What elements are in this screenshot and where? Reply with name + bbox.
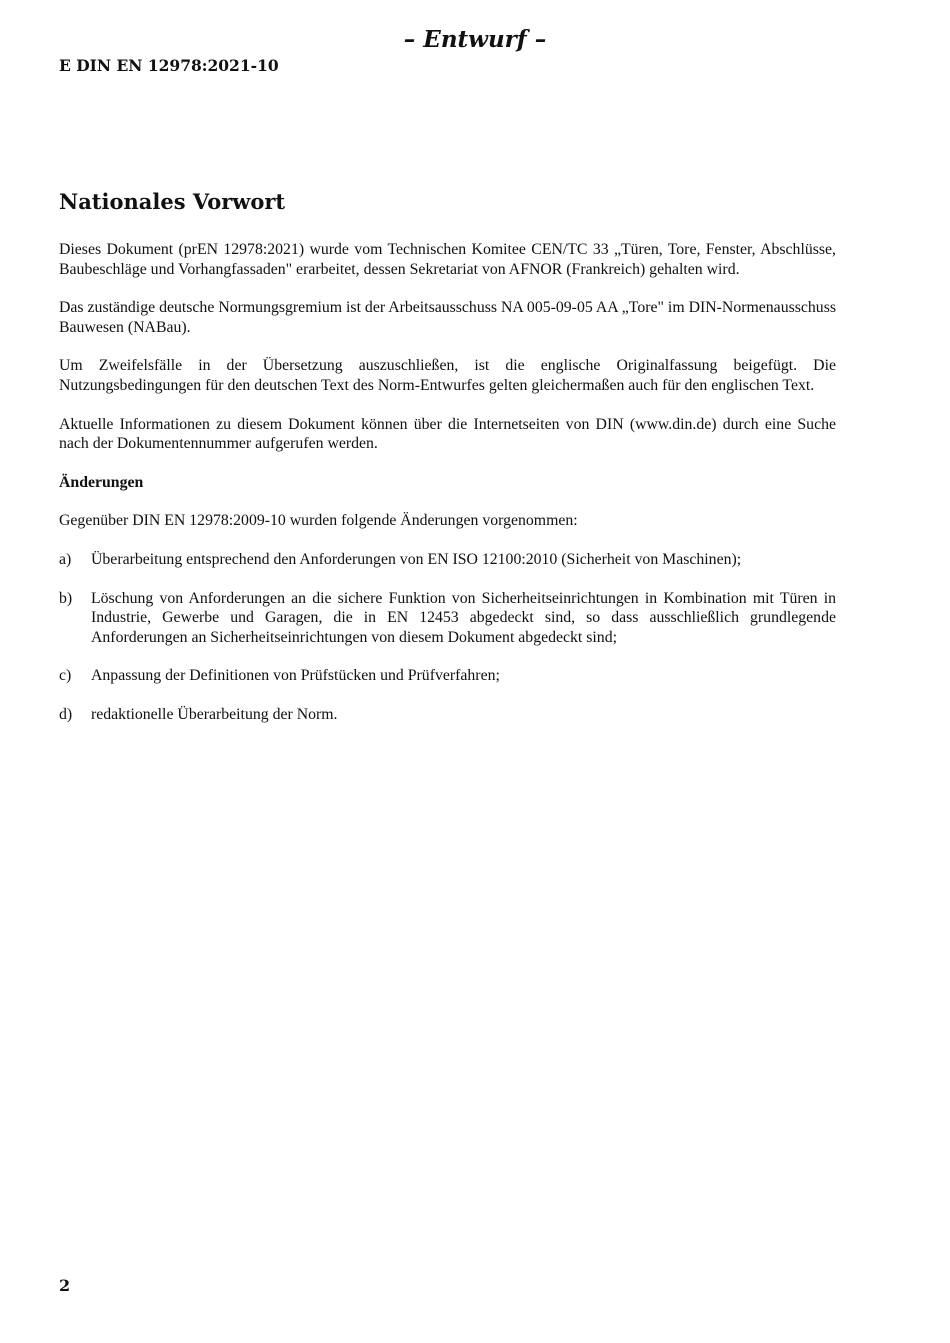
list-item-text: Löschung von Anforderungen an die sichere Funktion von Sicherheitseinrichtungen in Kombination mit Türen in Industrie, Gewerbe und Garagen, die in EN 12453 abgedeckt sind, so dass ausschließlich grundlegende Anforderungen an Sicherheitseinrichtungen von diesem Dokument abgedeckt sind; — [91, 589, 836, 646]
list-item-text: Überarbeitung entsprechend den Anforderungen von EN ISO 12100:2010 (Sicherheit von Maschinen); — [91, 550, 742, 568]
list-item — [59, 666, 836, 686]
list-item-text: Anpassung der Definitionen von Prüfstücken und Prüfverfahren; — [91, 667, 500, 685]
paragraph-national-committee: Das zuständige deutsche Normungsgremium ist der Arbeitsausschuss NA 005-09-05 AA „Tore" im DIN-Normenausschuss Bauwesen (NABau). — [59, 299, 836, 336]
list-item — [59, 589, 836, 648]
draft-label: – Entwurf – — [403, 26, 547, 53]
list-item — [59, 705, 836, 725]
list-marker: d) — [59, 705, 73, 723]
changes-list — [59, 550, 836, 725]
paragraph-committee: Dieses Dokument (prEN 12978:2021) wurde vom Technischen Komitee CEN/TC 33 „Türen, Tore, Fenster, Abschlüsse, Baubeschläge und Vorhangfassaden" erarbeitet, dessen Sekretariat von AFNOR (Frankreich) gehalten wird. — [59, 241, 836, 278]
page-number: 2 — [59, 1276, 71, 1295]
list-marker: b) — [59, 589, 73, 607]
changes-heading: Änderungen — [59, 473, 144, 491]
paragraph-translation: Um Zweifelsfälle in der Übersetzung auszuschließen, ist die englische Originalfassung beigefügt. Die Nutzungsbedingungen für den deutschen Text des Norm-Entwurfes gelten gleichermaßen auch für den englischen Text. — [59, 357, 836, 394]
page-content — [59, 188, 836, 744]
list-item-text: redaktionelle Überarbeitung der Norm. — [91, 705, 338, 723]
list-marker: a) — [59, 550, 72, 568]
paragraph-information: Aktuelle Informationen zu diesem Dokument können über die Internetseiten von DIN (www.din.de) durch eine Suche nach der Dokumentennummer aufgerufen werden. — [59, 415, 836, 453]
list-marker: c) — [59, 667, 72, 685]
document-id: E DIN EN 12978:2021-10 — [59, 56, 279, 75]
list-item — [59, 550, 836, 570]
section-title: Nationales Vorwort — [59, 189, 286, 214]
changes-intro: Gegenüber DIN EN 12978:2009-10 wurden folgende Änderungen vorgenommen: — [59, 512, 578, 530]
